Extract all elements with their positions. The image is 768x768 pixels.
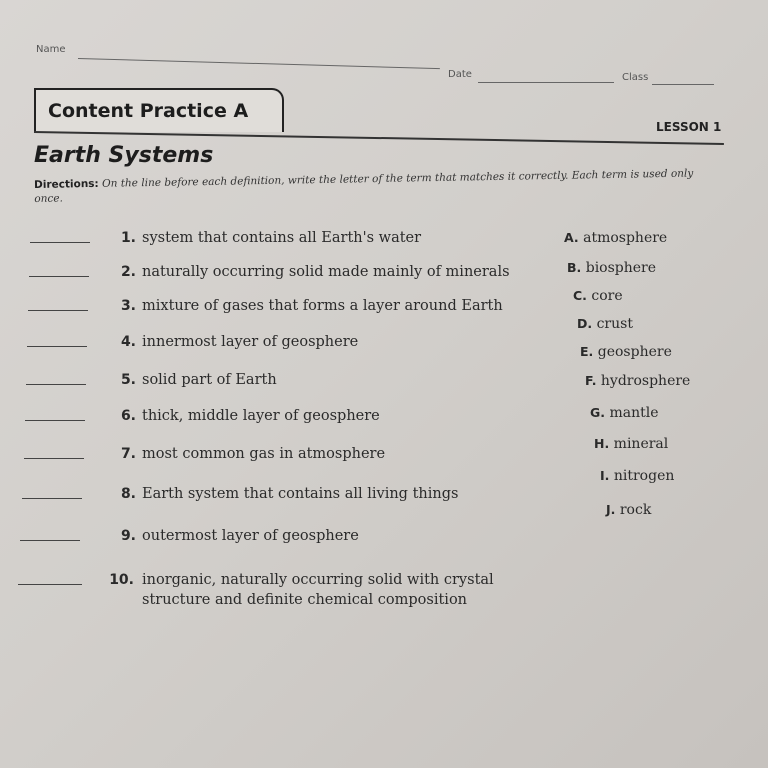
question-number: 10.: [109, 572, 134, 588]
question-number: 2.: [120, 264, 136, 280]
answer-blank[interactable]: [26, 384, 86, 385]
name-line[interactable]: [78, 58, 440, 69]
directions-label: Directions:: [34, 177, 99, 191]
question-row: [20, 528, 580, 552]
question-text-continued: structure and definite chemical composition: [142, 592, 468, 608]
banner-title: Content Practice A: [48, 100, 249, 122]
answer-blank[interactable]: [29, 276, 89, 277]
answer-choice: A. atmosphere: [564, 230, 668, 246]
answer-choice: D. crust: [577, 316, 633, 332]
question-row: [29, 264, 589, 288]
answer-blank[interactable]: [22, 498, 82, 499]
question-number: 4.: [120, 334, 136, 350]
class-label: Class: [622, 72, 649, 83]
question-text: naturally occurring solid made mainly of minerals: [142, 264, 510, 280]
answer-blank[interactable]: [28, 310, 88, 311]
question-text: thick, middle layer of geosphere: [142, 408, 380, 424]
lesson-label: LESSON 1: [656, 120, 722, 134]
question-row: [24, 446, 584, 470]
question-text: outermost layer of geosphere: [142, 528, 359, 544]
question-row: [30, 230, 590, 254]
answer-blank[interactable]: [30, 242, 90, 243]
answer-choice: I. nitrogen: [600, 468, 675, 484]
question-row: [22, 486, 582, 510]
question-text: system that contains all Earth's water: [142, 230, 422, 246]
answer-blank[interactable]: [27, 346, 87, 347]
question-number: 5.: [120, 372, 136, 388]
question-number: 6.: [120, 408, 136, 424]
content-practice-banner: [34, 88, 284, 132]
answer-choice: F. hydrosphere: [585, 373, 691, 389]
question-number: 7.: [120, 446, 136, 462]
question-row: [25, 408, 585, 432]
answer-choice: B. biosphere: [567, 260, 657, 276]
answer-blank[interactable]: [18, 584, 82, 585]
question-text: mixture of gases that forms a layer around Earth: [142, 298, 503, 314]
directions: [34, 166, 724, 206]
question-text: innermost layer of geosphere: [142, 334, 359, 350]
question-text: inorganic, naturally occurring solid with crystal: [142, 572, 494, 588]
answer-blank[interactable]: [24, 458, 84, 459]
answer-choice: G. mantle: [590, 405, 659, 421]
answer-choice: J. rock: [606, 502, 652, 518]
date-label: Date: [448, 69, 472, 80]
question-row: [26, 372, 586, 396]
date-line[interactable]: [478, 82, 614, 83]
question-row: [18, 572, 578, 608]
directions-text: On the line before each definition, write the letter of the term that matches it correctly. Each term is used only once.: [34, 167, 694, 205]
question-text: solid part of Earth: [142, 372, 277, 388]
answer-blank[interactable]: [25, 420, 85, 421]
question-row: [27, 334, 587, 358]
question-number: 9.: [120, 528, 136, 544]
question-number: 1.: [120, 230, 136, 246]
answer-choice: H. mineral: [594, 436, 669, 452]
class-line[interactable]: [652, 84, 714, 85]
question-number: 8.: [120, 486, 136, 502]
question-row: [28, 298, 588, 322]
page-title: Earth Systems: [34, 143, 214, 168]
name-label: Name: [36, 44, 66, 55]
answer-choice: C. core: [573, 288, 623, 304]
answer-blank[interactable]: [20, 540, 80, 541]
question-text: most common gas in atmosphere: [142, 446, 386, 462]
answer-choice: E. geosphere: [580, 344, 672, 360]
question-number: 3.: [120, 298, 136, 314]
question-text: Earth system that contains all living things: [142, 486, 459, 502]
